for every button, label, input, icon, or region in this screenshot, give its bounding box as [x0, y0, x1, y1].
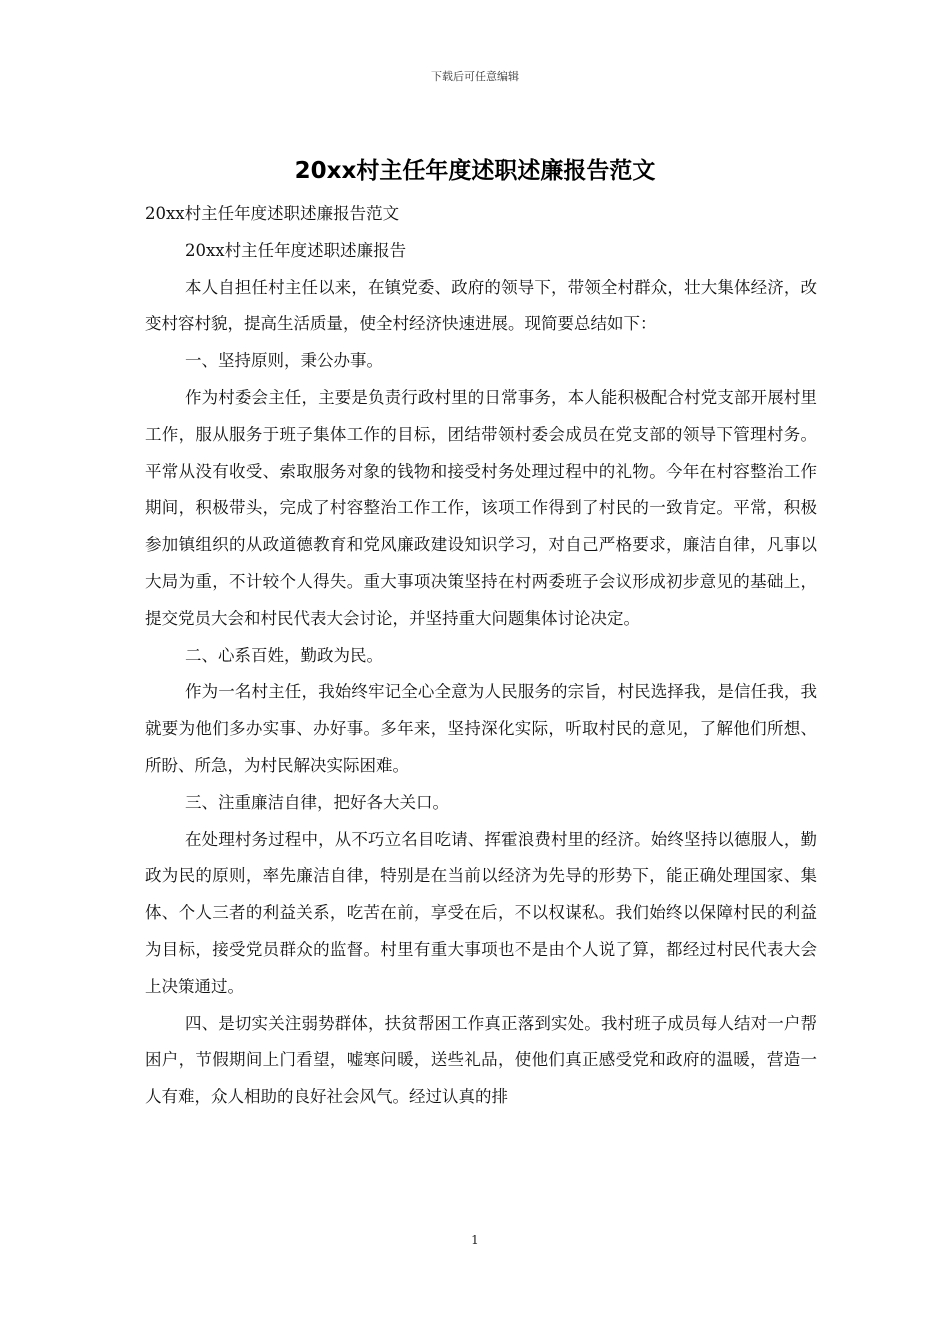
subtitle-line: 20xx村主任年度述职述廉报告范文 [145, 204, 400, 223]
page-header-note: 下载后可任意编辑 [431, 70, 519, 83]
page-number: 1 [471, 1233, 479, 1247]
document-title: 20xx村主任年度述职述廉报告范文 [294, 158, 656, 184]
paragraph-intro: 本人自担任村主任以来，在镇党委、政府的领导下，带领全村群众，壮大集体经济，改变村容村貌，提高生活质量，使全村经济快速进展。现简要总结如下： [145, 277, 817, 334]
paragraph-section-4: 四、是切实关注弱势群体，扶贫帮困工作真正落到实处。我村班子成员每人结对一户帮困户，节假期间上门看望，嘘寒问暖，送些礼品，使他们真正感受党和政府的温暖，营造一人有难，众人相助的良好社会风气。经过认真的排 [145, 1013, 817, 1107]
section-heading-3: 三、注重廉洁自律，把好各大关口。 [185, 792, 449, 812]
report-heading: 20xx村主任年度述职述廉报告 [185, 240, 407, 260]
document-body [145, 196, 817, 1116]
section-heading-1: 一、坚持原则，秉公办事。 [185, 351, 383, 371]
section-heading-2: 二、心系百姓，勤政为民。 [185, 645, 383, 665]
paragraph-section-2: 作为一名村主任，我始终牢记全心全意为人民服务的宗旨，村民选择我，是信任我，我就要为他们多办实事、办好事。多年来，坚持深化实际，听取村民的意见，了解他们所想、所盼、所急，为村民解决实际困难。 [145, 682, 817, 775]
paragraph-section-1: 作为村委会主任，主要是负责行政村里的日常事务，本人能积极配合村党支部开展村里工作，服从服务于班子集体工作的目标，团结带领村委会成员在党支部的领导下管理村务。平常从没有收受、索取服务对象的钱物和接受村务处理过程中的礼物。今年在村容整治工作期间，积极带头，完成了村容整治工作工作，该项工作得到了村民的一致肯定。平常，积极参加镇组织的从政道德教育和党风廉政建设知识学习，对自己严格要求，廉洁自律，凡事以大局为重，不计较个人得失。重大事项决策坚持在村两委班子会议形成初步意见的基础上，提交党员大会和村民代表大会讨论，并坚持重大问题集体讨论决定。 [145, 387, 817, 628]
paragraph-section-3: 在处理村务过程中，从不巧立名目吃请、挥霍浪费村里的经济。始终坚持以德服人，勤政为民的原则，率先廉洁自律，特别是在当前以经济为先导的形势下，能正确处理国家、集体、个人三者的利益关系，吃苦在前，享受在后，不以权谋私。我们始终以保障村民的利益为目标，接受党员群众的监督。村里有重大事项也不是由个人说了算，都经过村民代表大会上决策通过。 [145, 829, 817, 996]
